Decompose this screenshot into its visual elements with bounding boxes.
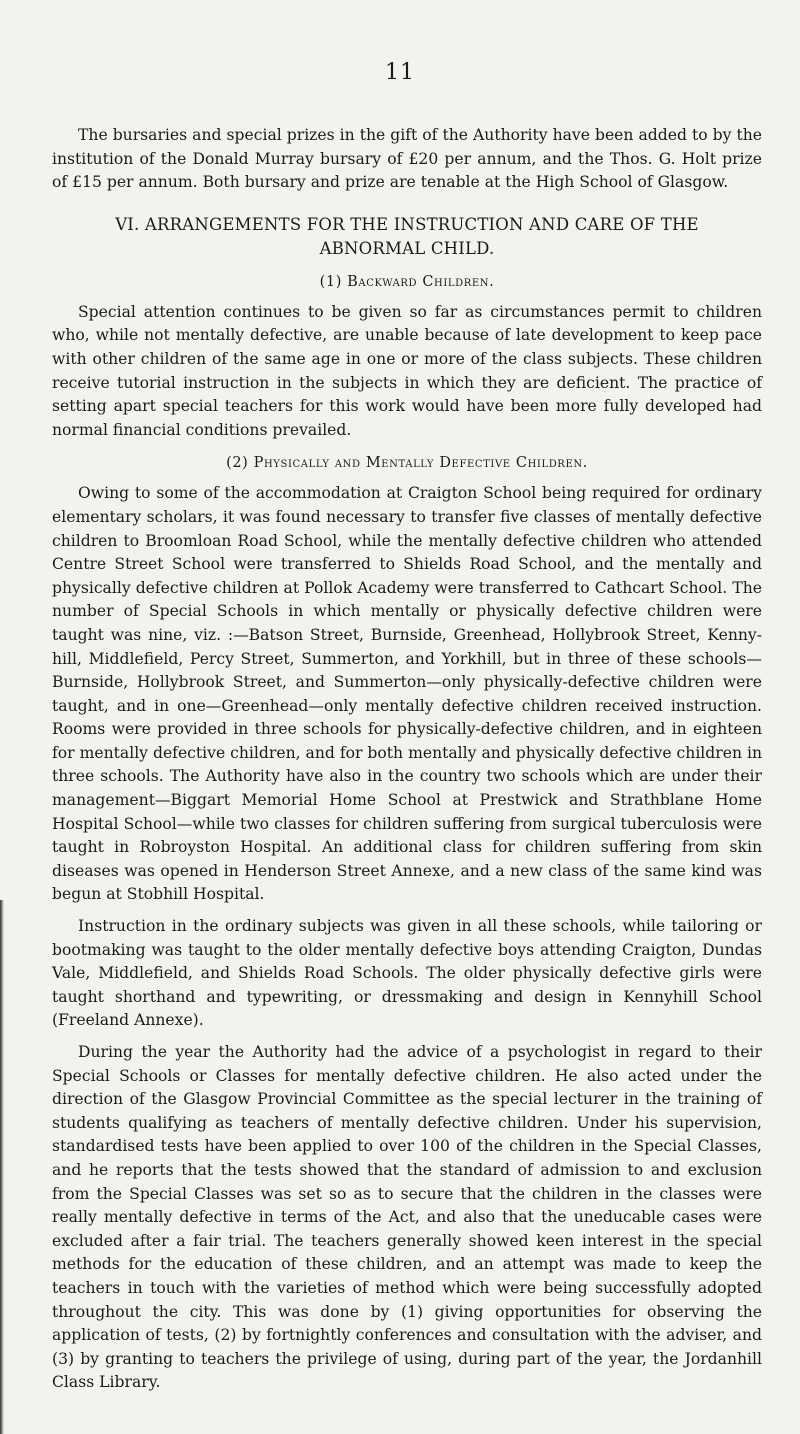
defective-children-paragraph-3: During the year the Authority had the advice of a psychologist in regard to their Special Schools or Classes for mentally defective children. He also acted under the direction of the Glasgow Provincial Committee as the special lecturer in the training of students qualifying as teachers of mentally defective children. Under his supervision, standardised tests have been applied to over 100 of the children in the Special Classes, and he reports that the tests showed that the standard of admission to and exclusion from the Special Classes was set so as to secure that the children in the classes were really mentally defective in terms of the Act, and also that the uneducable cases were excluded after a fair trial. The teachers generally showed keen interest in the special methods for the education of these children, and an attempt was made to keep the teachers in touch with the varieties of method which were being successfully adopted throughout the city. This was done by (1) giving opportunities for observing the application of tests, (2) by fortnightly conferences and consultation with the adviser, and (3) by granting to teachers the privilege of using, during part of the year, the Jordanhill Class Library. xyxy=(52,1043,762,1392)
scan-edge-shadow xyxy=(0,900,4,1434)
page-number: 11 xyxy=(385,60,415,85)
defective-children-paragraph-1: Owing to some of the accommodation at Craigton School being required for ordinary elementary scholars, it was found necessary to transfer five classes of mentally defective children to Broomloan Road School, while the mentally defective children who attended Centre Street School were transferred to Shields Road School, and the mentally and physically defective children at Pollok Academy were transferred to Cathcart School. The number of Special Schools in which mentally or physically defective children were taught was nine, viz. :—Batson Street, Burnside, Greenhead, Hollybrook Street, Kenny-hill, Middlefield, Percy Street, Summerton, and Yorkhill, but in three of these schools— Burnside, Hollybrook Street, and Summerton—only physically-defective children were taught, and in one—Greenhead—only mentally defective children received instruction. Rooms were provided in three schools for physically-defective children, and in eighteen for mentally defective children, and for both mentally and physically defective children in three schools. The Authority have also in the country two schools which are under their management—Biggart Memorial Home School at Prestwick and Strathblane Home Hospital School—while two classes for children suffering from surgical tuberculosis were taught in Robroyston Hospital. An additional class for children suffering from skin diseases was opened in Henderson Street Annexe, and a new class of the same kind was begun at Stobhill Hospital. xyxy=(52,484,762,904)
backward-children-heading: (1) Backward Children. xyxy=(319,273,495,290)
page-body xyxy=(52,124,762,1395)
defective-children-paragraph-2: Instruction in the ordinary subjects was given in all these schools, while tailoring or bootmaking was taught to the older mentally defective boys attending Craigton, Dundas Vale, Middlefield, and Shields Road Schools. The older physically defective girls were taught shorthand and typewriting, or dressmaking and design in Kennyhill School (Freeland Annexe). xyxy=(52,917,762,1030)
section-vi-heading-line-2: ABNORMAL CHILD. xyxy=(319,238,495,258)
defective-children-heading: (2) Physically and Mentally Defective Children. xyxy=(226,455,588,472)
section-vi-heading xyxy=(52,213,762,261)
backward-children-paragraph: Special attention continues to be given so far as circumstances permit to children who, while not mentally defective, are unable because of late development to keep pace with other children of the same age in one or more of the class subjects. These children receive tutorial instruction in the subjects in which they are deficient. The practice of setting apart special teachers for this work would have been more fully developed had normal financial conditions prevailed. xyxy=(52,302,762,439)
bursaries-paragraph: The bursaries and special prizes in the gift of the Authority have been added to by the institution of the Donald Murray bursary of £20 per annum, and the Thos. G. Holt prize of £15 per annum. Both bursary and prize are tenable at the High School of Glasgow. xyxy=(52,126,762,192)
section-vi-heading-line-1: VI. ARRANGEMENTS FOR THE INSTRUCTION AND CARE OF THE xyxy=(115,214,699,234)
